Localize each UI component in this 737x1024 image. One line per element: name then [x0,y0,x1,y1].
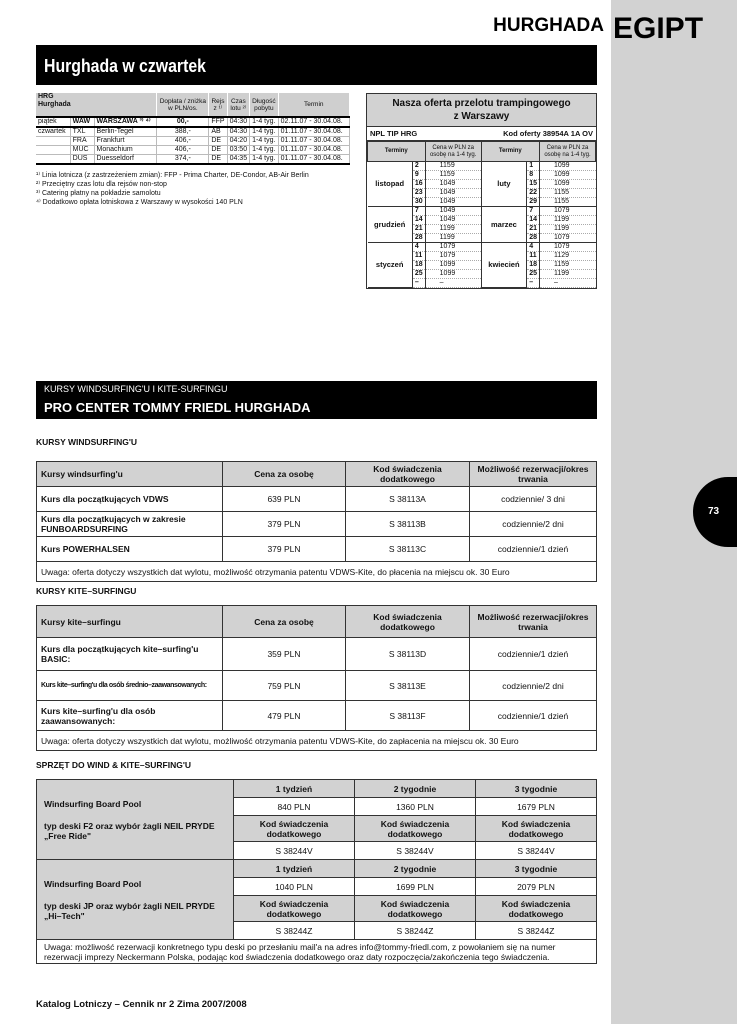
period: 2 tygodnie [354,780,475,798]
cell: 01.11.07 - 30.04.08. [278,127,349,137]
cell: 14 [527,216,540,225]
col-duration: Czas lotu ²⁾ [227,93,250,117]
offer-title [367,94,596,127]
cell: FFP [209,117,227,127]
cell: 1099 [540,180,596,189]
cell: 1-4 tyg. [250,127,278,137]
cell: 388,- [157,127,209,137]
table-header [37,606,597,638]
cell: 00,- [157,117,209,127]
cell: DUS [70,155,94,165]
cell: 21 [527,225,540,234]
cell: 379 PLN [223,512,346,537]
cell: 2 [412,162,425,171]
table-row [36,137,350,146]
cell: 1099 [425,261,481,270]
cell: 04:30 [227,117,250,127]
col-dates: Termin [278,93,349,117]
cell: 1049 [425,198,481,207]
flights-table [36,93,350,165]
banner-title: PRO CENTER TOMMY FRIEDL HURGHADA [44,400,311,415]
note: Uwaga: oferta dotyczy wszystkich dat wylotu, możliwość otrzymania patentu VDWS-Kite, do płacenia na miejscu ok. 30 Euro [37,562,597,582]
table-row [37,671,597,701]
col-price: Cena w PLN za osobę na 1-4 tyg. [425,142,481,162]
cell: 29 [527,198,540,207]
section-heading: KURSY WINDSURFING'U [36,437,138,447]
table-row [37,701,597,731]
month-label: listopad [368,162,413,207]
country-title: EGIPT [613,12,704,45]
equipment-table [36,779,597,964]
col-price: Cena za osobę [223,462,346,487]
cell: S 38244V [354,842,475,860]
cell: – [425,279,481,288]
table-row [36,127,350,137]
cell: 1049 [425,207,481,216]
cell: S 38113B [346,512,470,537]
cell: 25 [412,270,425,279]
cell: 1099 [540,162,596,171]
cell: 406,- [157,146,209,155]
table-row [368,243,596,252]
cell: Duesseldorf [94,155,157,165]
cell: 1099 [425,270,481,279]
cell: codziennie/2 dni [470,671,597,701]
cell: 1159 [540,261,596,270]
cell: AB [209,127,227,137]
cell: 18 [527,261,540,270]
cell: 1159 [425,171,481,180]
cell: codziennie/1 dzień [470,638,597,671]
cell: 1040 PLN [234,878,355,896]
cell: FRA [70,137,94,146]
cell: DE [209,137,227,146]
cell: 1-4 tyg. [250,146,278,155]
banner-subtitle: KURSY WINDSURFING'U I KITE-SURFINGU [44,384,228,394]
cell: 01.11.07 - 30.04.08. [278,155,349,165]
period: 2 tygodnie [354,860,475,878]
col-terms: Terminy [481,142,539,162]
cell: 1 [527,162,540,171]
cell: 02.11.07 - 30.04.08. [278,117,349,127]
cell: 30 [412,198,425,207]
equipment-desc: typ deski F2 oraz wybór żagli NEIL PRYDE „Free Ride" [44,820,215,841]
cell: 11 [412,252,425,261]
cell: 7 [527,207,540,216]
cell: Kod świadczenia dodatkowego [354,896,475,922]
cell: 359 PLN [223,638,346,671]
offer-code-right: Kod oferty 38954A 1A OV [503,129,593,138]
footnote: ¹⁾ Linia lotnicza (z zastrzeżeniem zmian): FFP - Prima Charter, DE-Condor, AB-Air Berlin [36,172,309,179]
cell: 406,- [157,137,209,146]
offer-table [367,141,596,288]
charter-offer-box [366,93,597,289]
equipment-label [37,780,234,860]
cell: 379 PLN [223,537,346,562]
cell: Kurs kite–surfing'u dla osób zaawansowanych: [37,701,223,731]
month-label: styczeń [368,243,413,288]
cell: 1159 [425,162,481,171]
cell: 1-4 tyg. [250,137,278,146]
cell: 1049 [425,189,481,198]
cell: 2079 PLN [475,878,596,896]
cell: codziennie/1 dzień [470,701,597,731]
col-code: Kod świadczenia dodatkowego [346,606,470,638]
month-label: marzec [481,207,527,243]
cell: TXL [70,127,94,137]
cell: 1079 [540,234,596,243]
page-number: 73 [708,506,720,517]
cell: Monachium [94,146,157,155]
cell: 23 [412,189,425,198]
equipment-name: Windsurfing Board Pool [44,798,142,809]
cell: 1679 PLN [475,798,596,816]
cell: Kurs dla początkujących VDWS [37,487,223,512]
cell: DE [209,146,227,155]
cell: 16 [412,180,425,189]
banner-title: Hurghada w czwartek [44,56,206,76]
cell [36,155,70,165]
cell: S 38244Z [354,922,475,940]
note: Uwaga: możliwość rezerwacji konkretnego typu deski po przesłaniu mail'a na adres info@tommy-friedl.com, z powołaniem się na numer rezerwacji imprezy Neckermann Polska, podając kod świadczenia dodatkowego oraz daty rozpoczęcia/zakończenia tego świadczenia. [37,940,597,964]
cell: 21 [412,225,425,234]
cell: Frankfurt [94,137,157,146]
cell: Kurs dla początkujących w zakresie FUNBOARDSURFING [37,512,223,537]
cell: Kurs kite–surfing'u dla osób średnio–zaawansowanych: [37,671,223,701]
cell: 18 [412,261,425,270]
cell: 1155 [540,198,596,207]
cell: Berlin-Tegel [94,127,157,137]
table-row [37,860,597,878]
footnote: ⁴⁾ Dodatkowo opłata lotniskowa z Warszawy w wysokości 140 PLN [36,199,243,206]
offer-codes [367,127,596,141]
col-airline: Rejs z ¹⁾ [209,93,227,117]
cell: S 38244V [234,842,355,860]
cell: 1199 [540,216,596,225]
col-price: Cena w PLN za osobę na 1-4 tyg. [540,142,596,162]
col-surcharge: Dopłata / zniżka w PLN/os. [157,93,209,117]
period: 1 tydzień [234,780,355,798]
cell: 01.11.07 - 30.04.08. [278,137,349,146]
cell: 01.11.07 - 30.04.08. [278,146,349,155]
cell: 1199 [425,234,481,243]
cell: – [527,279,540,288]
cell: 28 [527,234,540,243]
cell: 1079 [425,243,481,252]
table-row [37,537,597,562]
table-row [37,780,597,798]
cell: 1049 [425,180,481,189]
offer-title-line: Nasza oferta przelotu trampingowego [392,98,571,109]
cell: 25 [527,270,540,279]
cell: Kod świadczenia dodatkowego [234,896,355,922]
cell: 759 PLN [223,671,346,701]
cell: 4 [527,243,540,252]
cell: 22 [527,189,540,198]
col-course: Kursy windsurfing'u [37,462,223,487]
table-row [36,117,350,127]
cell: S 38113A [346,487,470,512]
cell: codziennie/ 3 dni [470,487,597,512]
cell: czwartek [36,127,70,137]
cell: 1699 PLN [354,878,475,896]
cell: S 38244V [475,842,596,860]
col-course: Kursy kite–surfingu [37,606,223,638]
kitesurf-courses-table [36,605,597,751]
period: 1 tydzień [234,860,355,878]
cell: Kurs POWERHALSEN [37,537,223,562]
cell: 04:30 [227,127,250,137]
section-banner [36,45,597,85]
cell [36,146,70,155]
month-label: luty [481,162,527,207]
section-heading: SPRZĘT DO WIND & KITE–SURFING'U [36,760,192,770]
col-booking: Możliwość rezerwacji/okres trwania [470,462,597,487]
section-heading: KURSY KITE–SURFINGU [36,586,137,596]
section-banner [36,381,597,419]
table-row [37,487,597,512]
cell: S 38244Z [475,922,596,940]
table-header [37,462,597,487]
col-origin: HRG Hurghada [36,93,157,117]
cell: – [540,279,596,288]
cell: S 38113D [346,638,470,671]
cell: 14 [412,216,425,225]
cell: S 38113C [346,537,470,562]
period: 3 tygodnie [475,780,596,798]
cell: 639 PLN [223,487,346,512]
cell: 9 [412,171,425,180]
period: 3 tygodnie [475,860,596,878]
cell: Kod świadczenia dodatkowego [234,816,355,842]
col-terms: Terminy [368,142,426,162]
cell: Kod świadczenia dodatkowego [475,816,596,842]
footnote: ²⁾ Przeciętny czas lotu dla rejsów non-stop [36,181,167,188]
cell: 1-4 tyg. [250,117,278,127]
cell: 1079 [540,243,596,252]
table-row [368,162,596,171]
table-row [36,155,350,165]
cell: 1079 [540,207,596,216]
cell: 1099 [540,171,596,180]
table-row [36,146,350,155]
cell: 1199 [425,225,481,234]
cell: Kod świadczenia dodatkowego [475,896,596,922]
cell: Kurs dla początkujących kite–surfing'u BASIC: [37,638,223,671]
cell: 1155 [540,189,596,198]
table-row [368,207,596,216]
cell: codziennie/1 dzień [470,537,597,562]
offer-title-line: z Warszawy [453,111,510,122]
cell: 8 [527,171,540,180]
equipment-label [37,860,234,940]
cell: 1199 [540,270,596,279]
offer-code-left: NPL TIP HRG [370,129,418,138]
cell: 1049 [425,216,481,225]
cell: 1199 [540,225,596,234]
cell: 1-4 tyg. [250,155,278,165]
cell: 374,- [157,155,209,165]
city-title: HURGHADA [493,15,604,36]
cell: Kod świadczenia dodatkowego [354,816,475,842]
catalog-footer: Katalog Lotniczy – Cennik nr 2 Zima 2007/2008 [36,999,247,1010]
cell: 04:20 [227,137,250,146]
cell [36,137,70,146]
cell: S 38113F [346,701,470,731]
cell: 7 [412,207,425,216]
table-row [37,638,597,671]
cell: 11 [527,252,540,261]
col-price: Cena za osobę [223,606,346,638]
cell: codziennie/2 dni [470,512,597,537]
cell: MUC [70,146,94,155]
cell: 15 [527,180,540,189]
cell: 4 [412,243,425,252]
footnote: ³⁾ Catering płatny na pokładzie samolotu [36,190,161,197]
cell: 840 PLN [234,798,355,816]
cell: 04:35 [227,155,250,165]
cell: DE [209,155,227,165]
month-label: grudzień [368,207,413,243]
cell: WARSZAWA ³⁾ ⁴⁾ [94,117,157,127]
col-code: Kod świadczenia dodatkowego [346,462,470,487]
cell: 28 [412,234,425,243]
month-label: kwiecień [481,243,527,288]
cell: 1360 PLN [354,798,475,816]
cell: piątek [36,117,70,127]
cell: 1129 [540,252,596,261]
note: Uwaga: oferta dotyczy wszystkich dat wylotu, możliwość otrzymania patentu VDWS-Kite, do zapłacenia na miejscu ok. 30 Euro [37,731,597,751]
cell: S 38244Z [234,922,355,940]
cell: WAW [70,117,94,127]
flight-footnotes [36,171,356,207]
col-stay: Długość pobytu [250,93,278,117]
cell: 03:50 [227,146,250,155]
cell: 1079 [425,252,481,261]
col-booking: Możliwość rezerwacji/okres trwania [470,606,597,638]
table-row [37,512,597,537]
cell: 479 PLN [223,701,346,731]
equipment-desc: typ deski JP oraz wybór żagli NEIL PRYDE „Hi–Tech" [44,900,215,921]
cell: – [412,279,425,288]
windsurf-courses-table [36,461,597,582]
equipment-name: Windsurfing Board Pool [44,878,142,889]
cell: S 38113E [346,671,470,701]
